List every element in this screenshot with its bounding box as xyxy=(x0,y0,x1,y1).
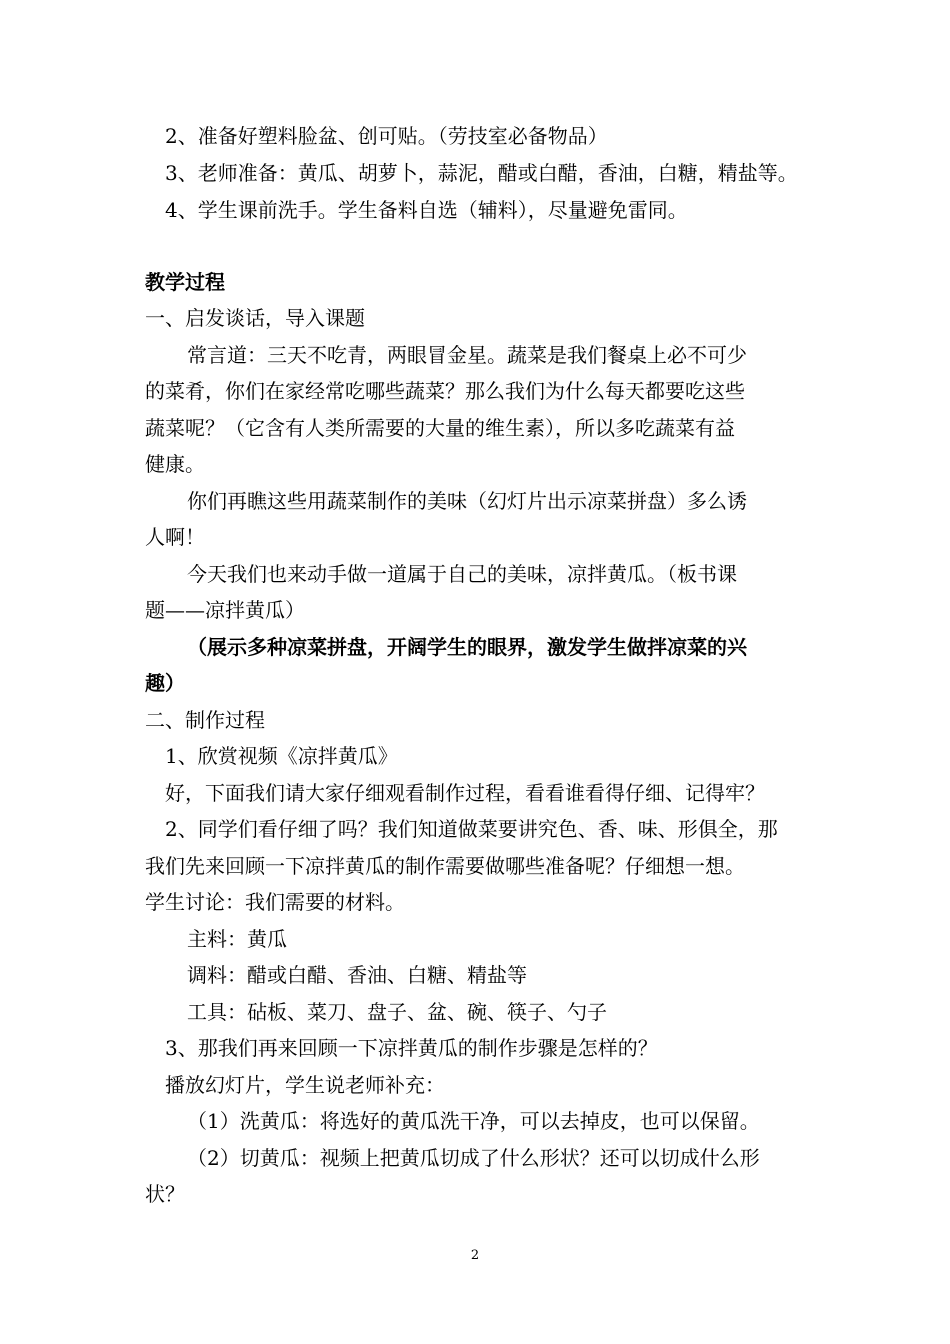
text-line: 你们再瞧这些用蔬菜制作的美味（幻灯片出示凉菜拼盘）多么诱 xyxy=(187,489,747,513)
text-line: 调料：醋或白醋、香油、白糖、精盐等 xyxy=(187,963,527,987)
text-line: 工具：砧板、菜刀、盘子、盆、碗、筷子、勺子 xyxy=(187,1000,607,1024)
subsection-heading: 二、制作过程 xyxy=(145,708,265,732)
text-line: 常言道：三天不吃青，两眼冒金星。蔬菜是我们餐桌上必不可少 xyxy=(187,343,747,367)
text-line: 蔬菜呢？（它含有人类所需要的大量的维生素），所以多吃蔬菜有益 xyxy=(145,416,735,440)
text-line: （1）洗黄瓜：将选好的黄瓜洗干净，可以去掉皮，也可以保留。 xyxy=(187,1109,760,1133)
text-line: 好，下面我们请大家仔细观看制作过程，看看谁看得仔细、记得牢？ xyxy=(165,781,765,805)
text-line: （2）切黄瓜：视频上把黄瓜切成了什么形状？还可以切成什么形 xyxy=(187,1146,760,1170)
text-line: 主料：黄瓜 xyxy=(187,927,287,951)
text-line: 今天我们也来动手做一道属于自己的美味，凉拌黄瓜。（板书课 xyxy=(187,562,737,586)
text-line: 学生讨论：我们需要的材料。 xyxy=(145,890,405,914)
text-line: 的菜肴，你们在家经常吃哪些蔬菜？那么我们为什么每天都要吃这些 xyxy=(145,379,745,403)
text-line: 3、那我们再来回顾一下凉拌黄瓜的制作步骤是怎样的？ xyxy=(165,1036,658,1060)
text-line: 4、学生课前洗手。学生备料自选（辅料），尽量避免雷同。 xyxy=(165,198,688,222)
text-line: 健康。 xyxy=(145,452,205,476)
text-line: 人啊！ xyxy=(145,525,205,549)
page-number: 2 xyxy=(470,1248,480,1263)
text-line: 我们先来回顾一下凉拌黄瓜的制作需要做哪些准备呢？仔细想一想。 xyxy=(145,854,745,878)
text-line: 3、老师准备：黄瓜、胡萝卜，蒜泥，醋或白醋，香油，白糖，精盐等。 xyxy=(165,161,798,185)
text-line: 状？ xyxy=(145,1182,185,1206)
emphasis-line: 趣） xyxy=(145,671,185,695)
text-line: 2、同学们看仔细了吗？我们知道做菜要讲究色、香、味、形俱全，那 xyxy=(165,817,778,841)
section-heading: 教学过程 xyxy=(145,270,225,294)
emphasis-line: （展示多种凉菜拼盘，开阔学生的眼界，激发学生做拌凉菜的兴 xyxy=(187,635,747,659)
text-line: 1、欣赏视频《凉拌黄瓜》 xyxy=(165,744,398,768)
text-line: 题——凉拌黄瓜） xyxy=(145,598,305,622)
text-line: 2、准备好塑料脸盆、创可贴。（劳技室必备物品） xyxy=(165,124,608,148)
subsection-heading: 一、启发谈话，导入课题 xyxy=(145,306,365,330)
text-line: 播放幻灯片，学生说老师补充： xyxy=(165,1073,445,1097)
